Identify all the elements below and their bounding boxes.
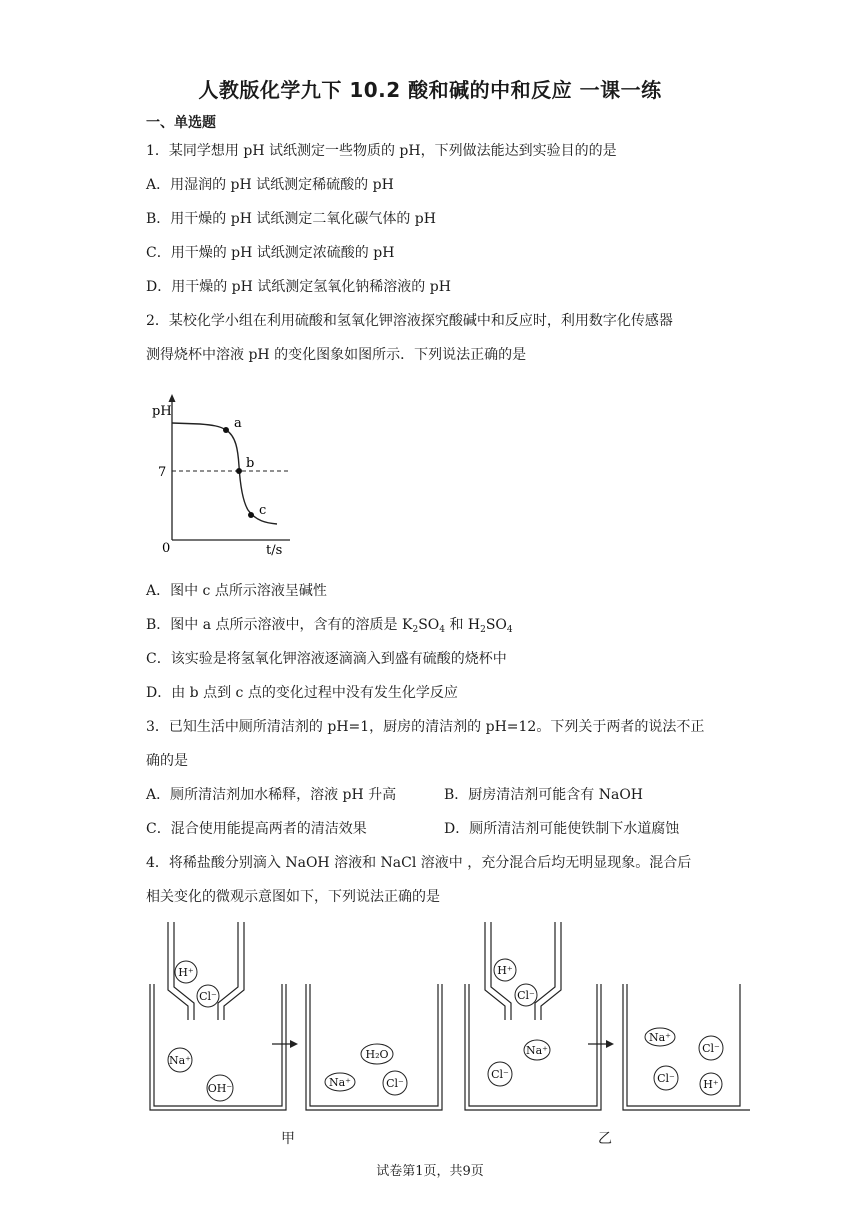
q2-option-a: A．图中 c 点所示溶液呈碱性 [146,583,327,599]
ion-label: H⁺ [178,966,194,979]
q2-option-b-text: 和 H [445,617,481,633]
ion-label: H⁺ [497,964,513,977]
q2-option-b-text: SO [485,617,507,633]
ion-label: Na⁺ [526,1044,548,1057]
subscript: 2 [480,625,486,635]
x-axis-label: t/s [266,543,283,558]
q1-option-b: B．用干燥的 pH 试纸测定二氧化碳气体的 pH [146,211,436,227]
figure-label-left: 甲 [281,1131,295,1147]
q2-option-b-text: SO [418,617,440,633]
ion-label: OH⁻ [207,1082,233,1095]
point-b-marker [236,468,242,474]
point-c-label: c [259,503,267,518]
q2-stem-line2: 测得烧杯中溶液 pH 的变化图象如图所示．下列说法正确的是 [146,347,527,363]
ion-label: Cl⁻ [491,1068,509,1081]
ion-label: Cl⁻ [657,1072,675,1085]
ion-label: Cl⁻ [517,989,535,1002]
q3-stem-line2: 确的是 [146,753,188,769]
ion-label: Na⁺ [169,1054,191,1067]
ion-label: Cl⁻ [702,1042,720,1055]
q3-stem-line1: 3．已知生活中厕所清洁剂的 pH=1，厨房的清洁剂的 pH=12。下列关于两者的说法不正 [146,719,705,735]
q2-stem-line1: 2．某校化学小组在利用硫酸和氢氧化钾溶液探究酸碱中和反应时，利用数字化传感器 [146,313,673,329]
ph-curve-graph [140,390,310,560]
q1-stem: 1．某同学想用 pH 试纸测定一些物质的 pH，下列做法能达到实验目的的是 [146,143,617,159]
point-b-label: b [246,456,255,471]
ph-seven-label: 7 [158,465,167,480]
page-title: 人教版化学九下 10.2 酸和碱的中和反应 一课一练 [198,78,662,102]
y-axis-label: pH [152,404,172,419]
q2-option-c: C．该实验是将氢氧化钾溶液逐滴滴入到盛有硫酸的烧杯中 [146,651,507,667]
point-a-label: a [234,416,242,431]
ion-label: Na⁺ [329,1076,351,1089]
q1-option-a: A．用湿润的 pH 试纸测定稀硫酸的 pH [146,177,394,193]
ion-label: Na⁺ [649,1031,671,1044]
ion-label: Cl⁻ [199,990,217,1003]
ion-label: Cl⁻ [386,1077,404,1090]
figure-label-right: 乙 [598,1131,612,1147]
origin-label: 0 [162,541,171,556]
micro-reaction-diagram [140,918,750,1118]
q3-option-b: B．厨房清洁剂可能含有 NaOH [444,787,644,803]
q3-option-a: A．厕所清洁剂加水稀释，溶液 pH 升高 [146,787,397,803]
q3-option-c: C．混合使用能提高两者的清洁效果 [146,821,367,837]
q2-option-b-text: B．图中 a 点所示溶液中，含有的溶质是 K [146,617,413,633]
q3-option-d: D．厕所清洁剂可能使铁制下水道腐蚀 [444,821,680,837]
section-heading: 一、单选题 [146,115,216,131]
page-footer: 试卷第1页，共9页 [376,1164,484,1179]
subscript: 4 [506,625,513,635]
q4-stem-line2: 相关变化的微观示意图如下，下列说法正确的是 [146,889,440,905]
ion-label: H⁺ [703,1078,719,1091]
point-a-marker [223,427,229,433]
q4-stem-line1: 4．将稀盐酸分别滴入 NaOH 溶液和 NaCl 溶液中 ，充分混合后均无明显现象。混合后 [146,855,692,871]
subscript: 4 [439,625,445,635]
q1-option-d: D．用干燥的 pH 试纸测定氢氧化钠稀溶液的 pH [146,279,451,295]
q1-option-c: C．用干燥的 pH 试纸测定浓硫酸的 pH [146,245,395,261]
subscript: 2 [412,625,419,635]
molecule-label: H₂O [365,1048,389,1061]
point-c-marker [248,512,254,518]
q2-option-b [146,614,513,634]
q2-option-d: D．由 b 点到 c 点的变化过程中没有发生化学反应 [146,685,458,701]
